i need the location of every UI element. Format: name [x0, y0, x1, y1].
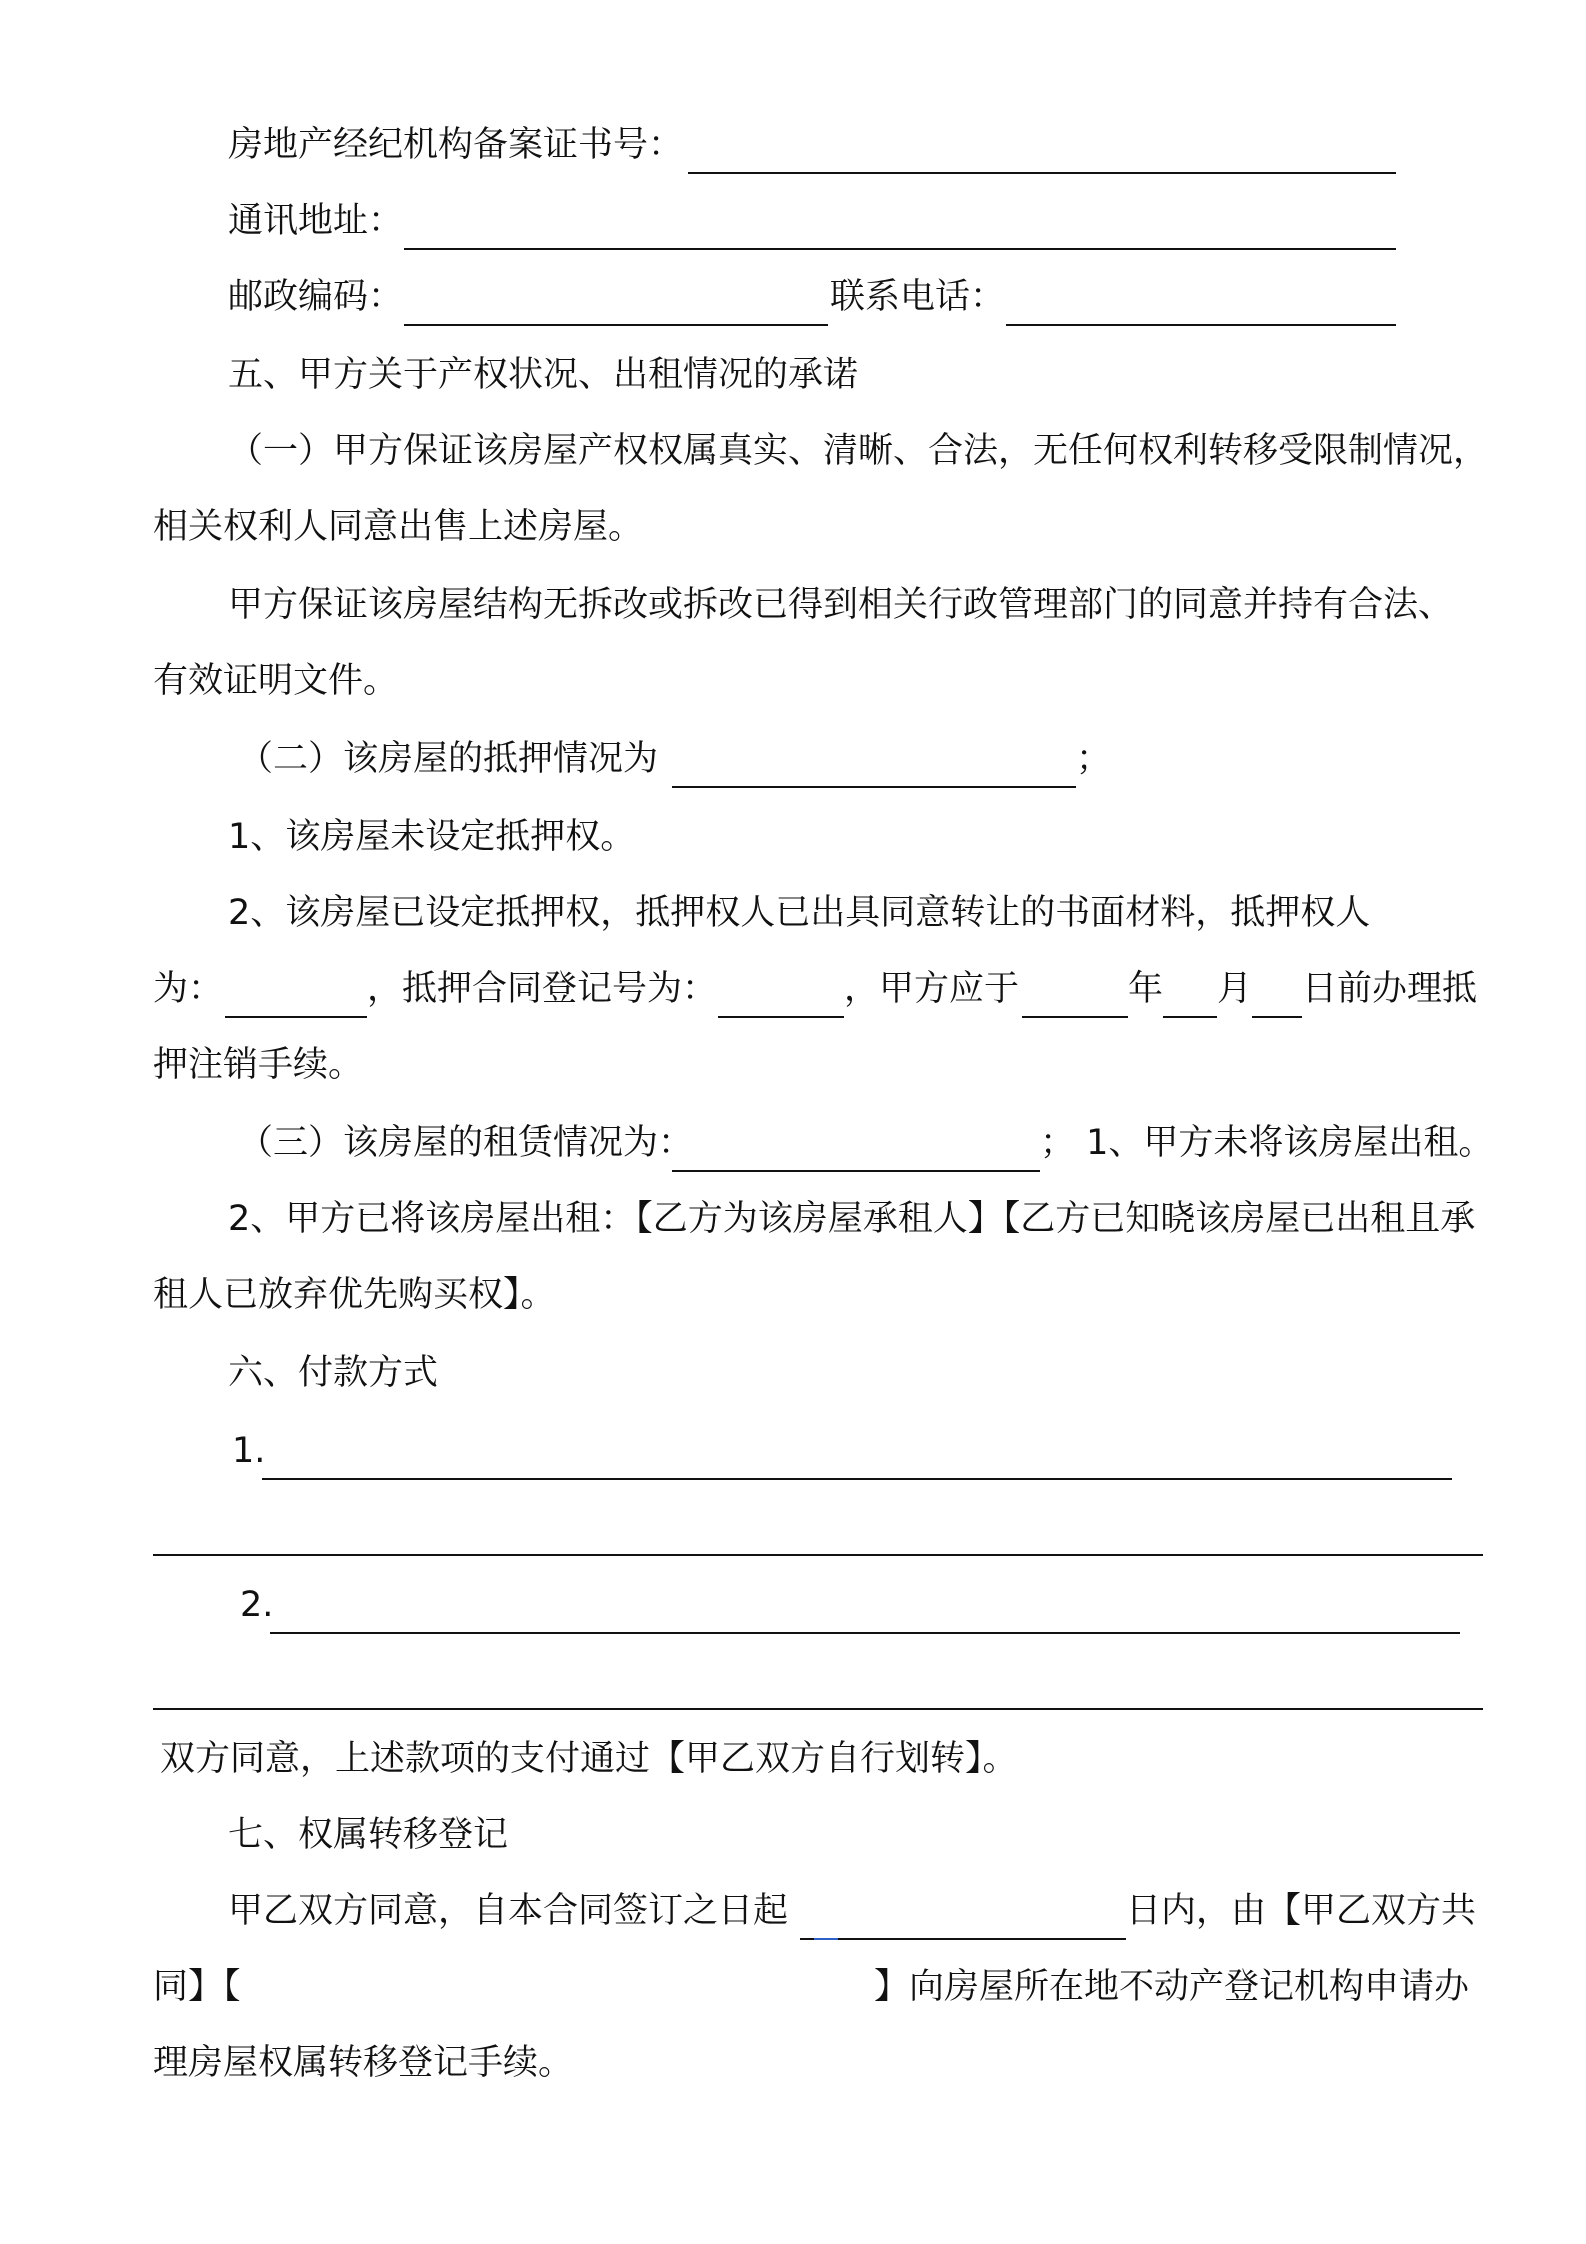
lease-label: （三）该房屋的租赁情况为： [238, 1123, 694, 1163]
mortgage-end: ； [1076, 739, 1112, 779]
address-label: 通讯地址： [228, 201, 404, 241]
payment-item-1-field-cont[interactable] [153, 1554, 1483, 1556]
phone-field[interactable] [1006, 324, 1396, 326]
month-label: 月 [1217, 969, 1253, 1009]
section5-p2-line2: 有效证明文件。 [153, 661, 399, 701]
mortgagee-label: 为： [153, 969, 224, 1009]
postcode-label: 邮政编码： [228, 277, 404, 317]
section7-p2-end: 】向房屋所在地不动产登记机构申请办 [874, 1967, 1470, 2007]
section5-title: 五、甲方关于产权状况、出租情况的承诺 [228, 355, 859, 395]
address-field[interactable] [404, 248, 1396, 250]
section5-p1-line1-text: （一）甲方保证该房屋产权权属真实、清晰、合法，无任何权利转移受限制情况， [228, 431, 1489, 471]
agency-record-label: 房地产经纪机构备案证书号： [228, 125, 684, 165]
cursor-mark [814, 1938, 838, 1940]
section7-title: 七、权属转移登记 [228, 1815, 509, 1855]
section7-p1-start: 甲乙双方同意，自本合同签订之日起 [228, 1891, 789, 1931]
year-field[interactable] [1022, 1016, 1128, 1018]
registration-days-field[interactable] [800, 1938, 1126, 1940]
payment-item-2-label: 2. [240, 1585, 274, 1625]
section5-p1-line1 [228, 428, 1489, 474]
mortgage-regno-label: ，抵押合同登记号为： [367, 969, 718, 1009]
section5-p2-line1: 甲方保证该房屋结构无拆改或拆改已得到相关行政管理部门的同意并持有合法、 [228, 585, 1454, 625]
mortgage-regno-field[interactable] [718, 1016, 844, 1018]
mortgage-option-1: 1、该房屋未设定抵押权。 [228, 817, 636, 857]
year-label: 年 [1128, 969, 1164, 1009]
phone-label: 联系电话： [830, 277, 1006, 317]
mortgagee-field[interactable] [225, 1016, 367, 1018]
mortgage-field[interactable] [672, 786, 1076, 788]
payment-item-1-label: 1. [232, 1431, 266, 1471]
section5-p1-line2: 相关权利人同意出售上述房屋。 [153, 507, 644, 547]
lease-option-1: ； 1、甲方未将该房屋出租。 [1040, 1123, 1494, 1163]
mortgage-option-2-line3: 押注销手续。 [153, 1045, 364, 1085]
postcode-field[interactable] [404, 324, 828, 326]
section7-p1-end: 日内，由【甲乙双方共 [1126, 1891, 1477, 1931]
month-field[interactable] [1163, 1016, 1217, 1018]
day-field[interactable] [1252, 1016, 1302, 1018]
payment-item-1-field[interactable] [262, 1478, 1452, 1480]
section7-p2-start: 同】【 [153, 1967, 241, 2007]
agency-record-field[interactable] [688, 172, 1396, 174]
payment-item-2-field-cont[interactable] [153, 1708, 1483, 1710]
day-before-label: 日前办理抵 [1302, 969, 1478, 1009]
mortgage-label: （二）该房屋的抵押情况为 [238, 739, 659, 779]
lease-option-2-line1: 2、甲方已将该房屋出租：【乙方为该房屋承租人】【乙方已知晓该房屋已出租且承 [228, 1199, 1476, 1239]
mortgage-option-2-line1: 2、该房屋已设定抵押权，抵押权人已出具同意转让的书面材料，抵押权人 [228, 893, 1371, 933]
lease-option-2-line2: 租人已放弃优先购买权】。 [153, 1275, 556, 1315]
party-a-due-label: ，甲方应于 [844, 969, 1020, 1009]
section7-p3: 理房屋权属转移登记手续。 [153, 2043, 574, 2083]
lease-field[interactable] [672, 1170, 1040, 1172]
payment-item-2-field[interactable] [270, 1632, 1460, 1634]
section6-title: 六、付款方式 [228, 1353, 439, 1393]
payment-agreement: 双方同意，上述款项的支付通过【甲乙双方自行划转】。 [160, 1739, 1018, 1779]
